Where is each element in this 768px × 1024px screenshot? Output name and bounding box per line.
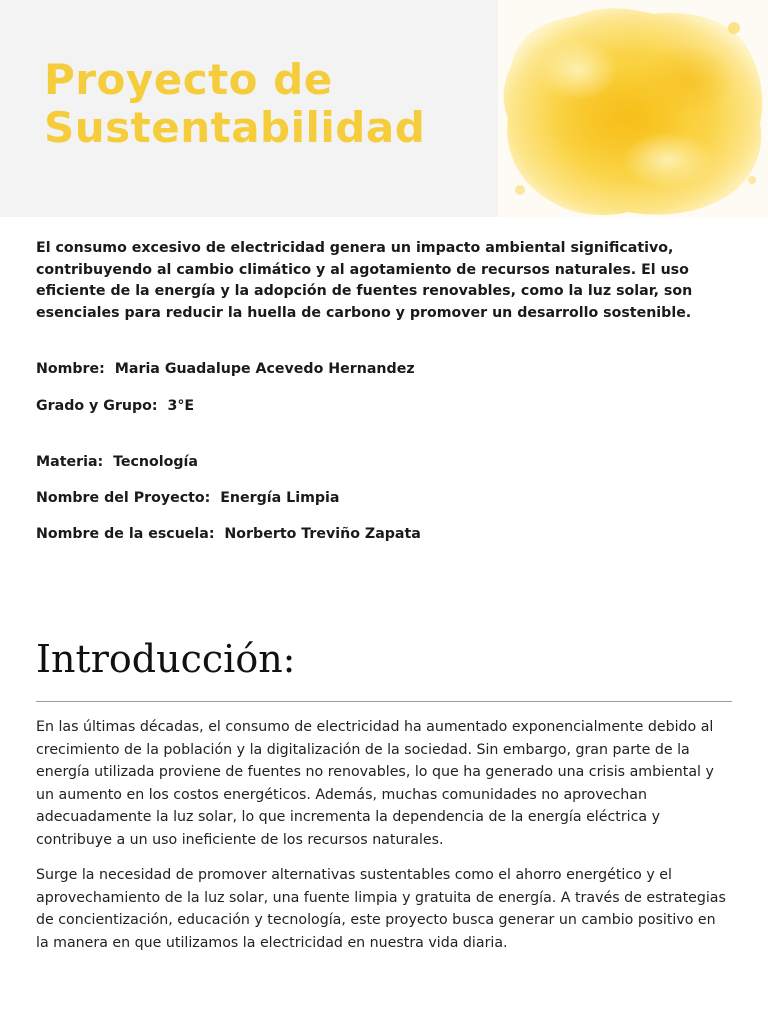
nombre-label: Nombre:: [36, 361, 105, 377]
info-escuela: [36, 524, 421, 544]
title-line-2: Sustentabilidad: [44, 103, 426, 152]
grado-label: Grado y Grupo:: [36, 398, 158, 414]
nombre-value: Maria Guadalupe Acevedo Hernandez: [114, 361, 415, 377]
info-materia: [36, 452, 198, 472]
section-heading-introduccion: Introducción:: [36, 637, 296, 681]
proyecto-label: Nombre del Proyecto:: [36, 490, 211, 506]
info-nombre: [36, 359, 415, 379]
materia-label: Materia:: [36, 454, 104, 470]
intro-paragraph-1: En las últimas décadas, el consumo de electricidad ha aumentado exponencialmente debido al crecimiento de la población y la digitalización de la sociedad. Sin embargo, gran parte de la energía utilizada proviene de fuentes no renovables, lo que ha generado una crisis ambiental y un aumento en los costos energéticos. Además, muchas comunidades no aprovechan adecuadamente la luz solar, lo que incrementa la dependencia de la energía eléctrica y contribuye a un uso ineficiente de los recursos naturales.: [36, 719, 714, 848]
escuela-value: Norberto Treviño Zapata: [224, 526, 421, 542]
summary-paragraph: El consumo excesivo de electricidad genera un impacto ambiental significativo, contribuyendo al cambio climático y al agotamiento de recursos naturales. El uso eficiente de la energía y la adopción de fuentes renovables, como la luz solar, son esenciales para reducir la huella de carbono y promover un desarrollo sostenible.: [36, 240, 693, 321]
escuela-label: Nombre de la escuela:: [36, 526, 215, 542]
intro-paragraph-2: Surge la necesidad de promover alternativas sustentables como el ahorro energético y el aprovechamiento de la luz solar, una fuente limpia y gratuita de energía. A través de estrategias de concientización, educación y tecnología, este proyecto busca generar un cambio positivo en la manera en que utilizamos la electricidad en nuestra vida diaria.: [36, 867, 726, 951]
watercolor-sun-image: [498, 0, 768, 217]
grado-value: 3°E: [167, 398, 195, 414]
document-title: [44, 56, 484, 152]
proyecto-value: Energía Limpia: [220, 490, 340, 506]
info-grado: [36, 396, 194, 416]
info-proyecto: [36, 488, 339, 508]
materia-value: Tecnología: [113, 454, 198, 470]
title-line-1: Proyecto de: [44, 55, 333, 104]
section-divider: [36, 701, 732, 702]
